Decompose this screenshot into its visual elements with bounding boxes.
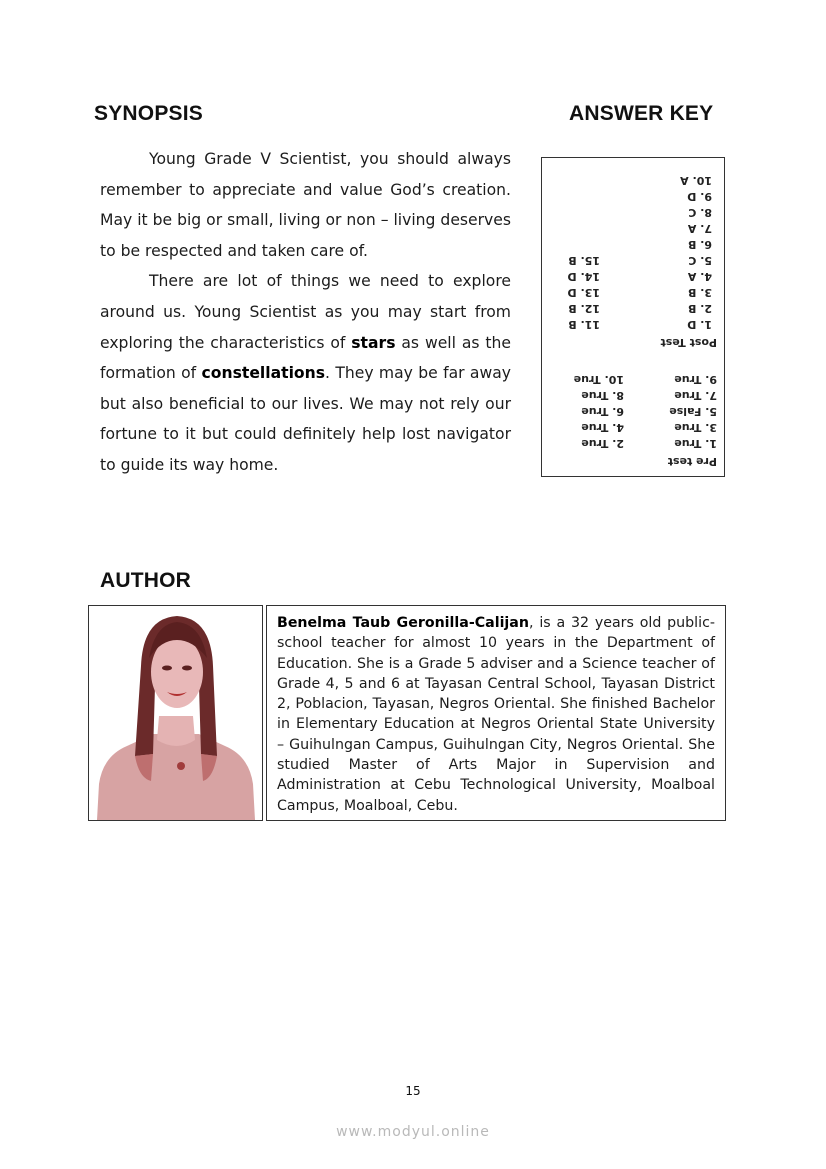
post-test-answer: 1. D [687, 318, 712, 331]
post-test-label: Post Test [660, 336, 717, 349]
pre-test-answer: 4. True [581, 421, 624, 434]
post-test-answer: 14. D [567, 270, 600, 283]
author-photo [88, 605, 263, 821]
post-test-answer: 15. B [568, 254, 600, 267]
author-portrait-illustration [89, 606, 262, 820]
answer-key-rotated-content [542, 158, 724, 476]
keyword-stars: stars [351, 333, 396, 352]
post-test-answer: 11. B [568, 318, 600, 331]
pre-test-answer: 7. True [674, 389, 717, 402]
author-name: Benelma Taub Geronilla-Calijan [277, 615, 529, 631]
post-test-answer: 7. A [687, 222, 712, 235]
author-bio [266, 605, 726, 821]
watermark: www.modyul.online [336, 1124, 490, 1140]
synopsis-text [100, 144, 511, 481]
paragraph-2-end: . They may be far away but also beneficial to our lives. We may not rely our fortune to it but could definitely help lost navigator to guide its way home. [100, 364, 511, 474]
post-test-answer: 13. D [567, 286, 600, 299]
post-test-answer: 5. C [688, 254, 712, 267]
post-test-answer: 10. A [680, 174, 712, 187]
synopsis-paragraph-2 [100, 266, 511, 480]
synopsis-paragraph-1: Young Grade V Scientist, you should always remember to appreciate and value God’s creation. May it be big or small, living or non – living deserves to be respected and taken care of. [100, 150, 511, 260]
author-bio-text: , is a 32 years old public-school teacher for almost 10 years in the Department of Education. She is a Grade 5 adviser and a Science teacher of Grade 4, 5 and 6 at Tayasan Central School, Tayasan District 2, Poblacion, Tayasan, Negros Oriental. She finished Bachelor in Elementary Education at Negros Oriental State University – Guihulngan Campus, Guihulngan City, Negros Oriental. She studied Master of Arts Major in Supervision and Administration at Cebu Technological University, Moalboal Campus, Moalboal, Cebu. [277, 615, 715, 814]
keyword-constellations: constellations [201, 364, 326, 383]
post-test-answer: 9. D [687, 190, 712, 203]
pre-test-answer: 9. True [674, 373, 717, 386]
pre-test-answer: 1. True [674, 437, 717, 450]
pre-test-answer: 5. False [669, 405, 717, 418]
post-test-answer: 12. B [568, 302, 600, 315]
post-test-answer: 2. B [687, 302, 712, 315]
answer-key-heading: ANSWER KEY [569, 102, 714, 125]
pre-test-label: Pre test [667, 455, 717, 468]
pre-test-answer: 3. True [674, 421, 717, 434]
post-test-answer: 8. C [688, 206, 712, 219]
paragraph-2-start: There are lot of things we need to explore around us. Young Scientist as you may start from exploring the characteristics of [100, 272, 511, 352]
author-heading: AUTHOR [100, 569, 192, 592]
page-number: 15 [405, 1084, 421, 1098]
paragraph-2-mid: as well as the formation of [100, 333, 511, 383]
post-test-answer: 6. B [687, 238, 712, 251]
pre-test-answer: 8. True [581, 389, 624, 402]
pre-test-answer: 6. True [581, 405, 624, 418]
pre-test-answer: 10. True [573, 373, 624, 386]
post-test-answer: 4. A [687, 270, 712, 283]
post-test-answer: 3. B [687, 286, 712, 299]
answer-key-box [541, 157, 725, 477]
pre-test-answer: 2. True [581, 437, 624, 450]
synopsis-heading: SYNOPSIS [94, 102, 203, 125]
